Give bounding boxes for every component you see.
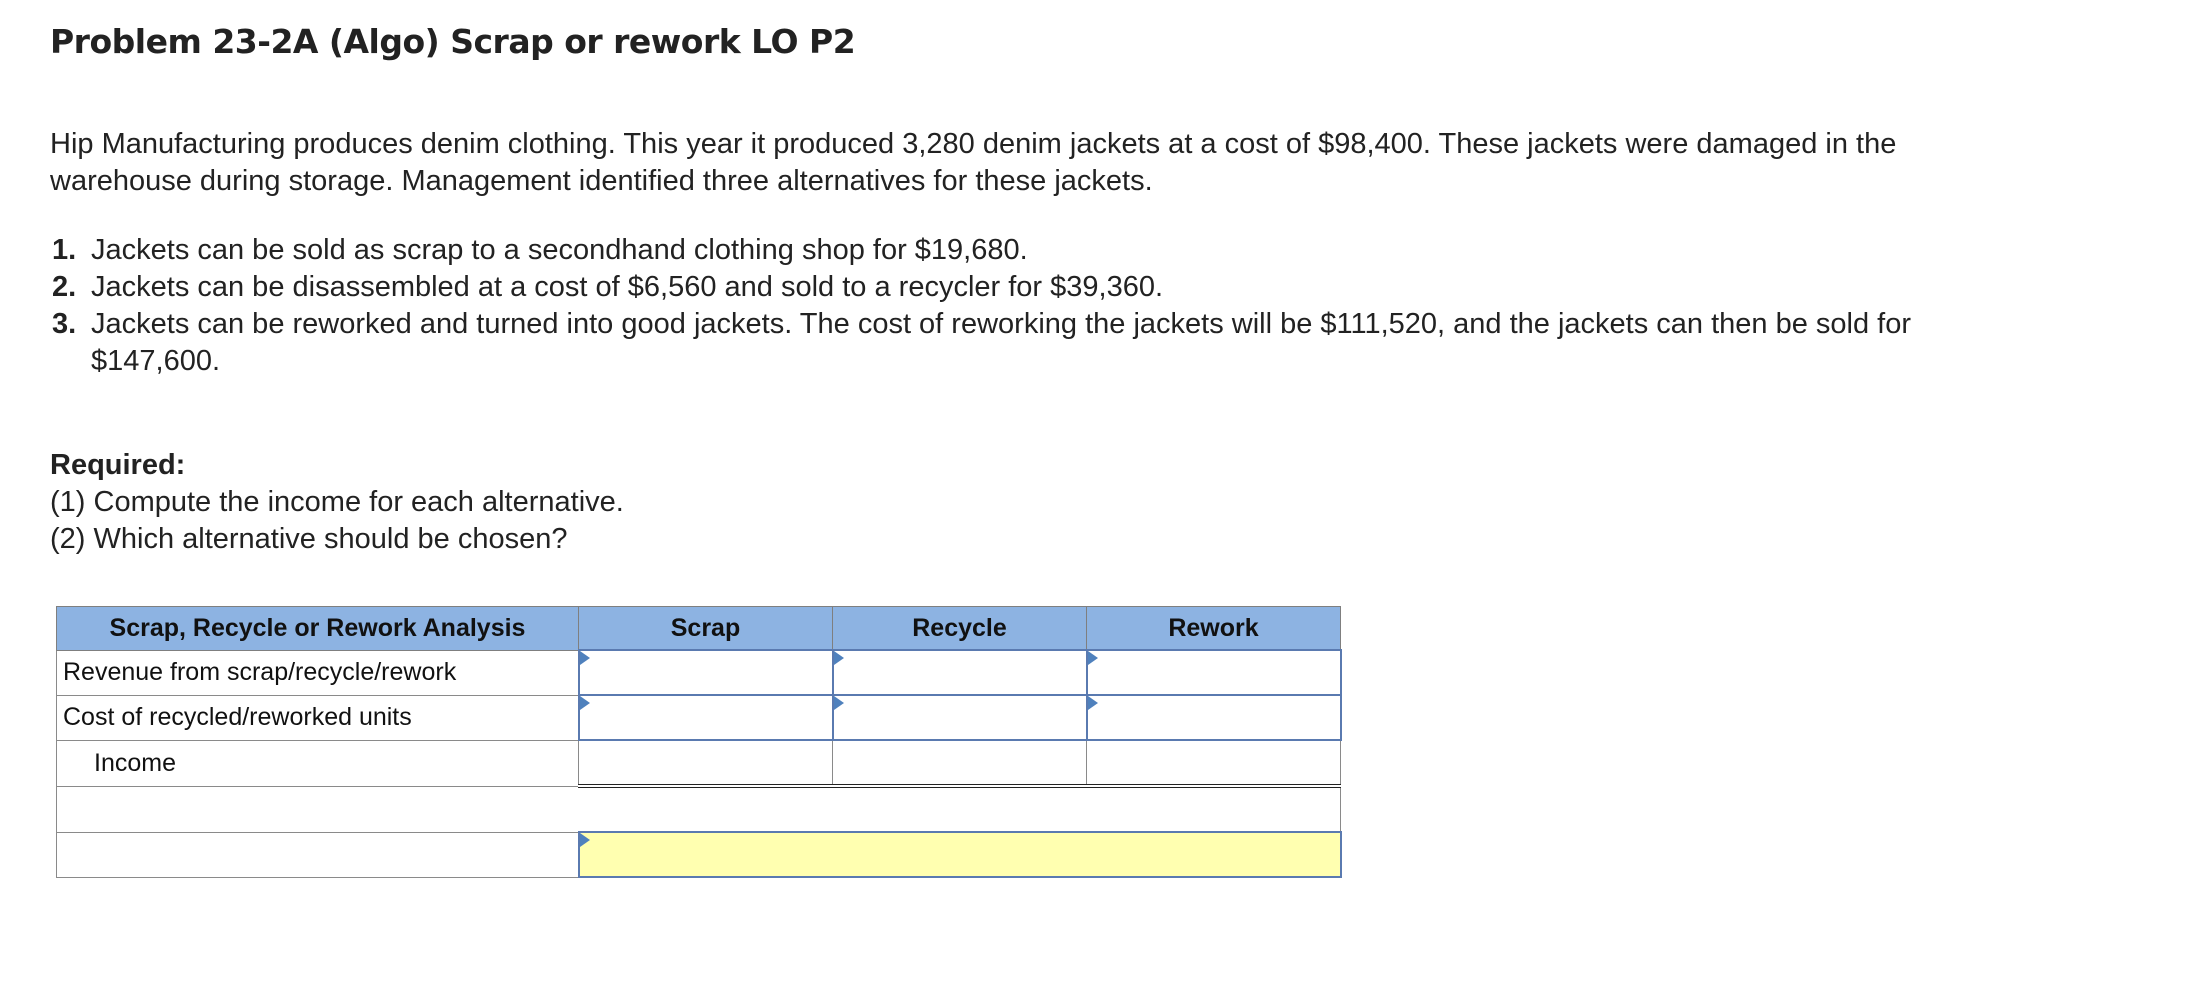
problem-title: Problem 23-2A (Algo) Scrap or rework LO P2 [50,22,856,61]
input-marker-icon [580,696,590,710]
input-marker-icon [1088,696,1098,710]
required-item-2: (2) Which alternative should be chosen? [50,523,568,555]
income-scrap-cell [579,740,833,786]
table-row [57,740,1341,786]
table-header-row [57,607,1341,651]
table-row [57,650,1341,695]
alternative-item [50,306,1950,380]
cost-scrap-input[interactable] [579,695,833,740]
alternative-item [50,232,1950,269]
header-recycle: Recycle [833,607,1087,651]
cost-recycle-input[interactable] [833,695,1087,740]
alternatives-list [50,232,1950,380]
input-marker-icon [834,651,844,665]
row-label-cost: Cost of recycled/reworked units [57,695,579,740]
alternative-text: Jackets can be sold as scrap to a secondhand clothing shop for $19,680. [91,234,1028,266]
row-label-income: Income [57,740,579,786]
income-rework-cell [1087,740,1341,786]
input-marker-icon [580,833,590,847]
table-row [57,695,1341,740]
table-row-answer [57,832,1341,877]
alternative-text: Jackets can be disassembled at a cost of $6,560 and sold to a recycler for $39,360. [91,271,1164,303]
blank-cell [57,786,1341,832]
alternative-text: Jackets can be reworked and turned into good jackets. The cost of reworking the jackets will be $111,520, and the jackets can then be sold for $147,600. [91,308,1912,377]
alternative-choice-dropdown[interactable] [579,832,1341,877]
input-marker-icon [580,651,590,665]
row-label-revenue: Revenue from scrap/recycle/rework [57,650,579,695]
revenue-recycle-input[interactable] [833,650,1087,695]
required-item-1: (1) Compute the income for each alternative. [50,486,624,518]
problem-intro: Hip Manufacturing produces denim clothing. This year it produced 3,280 denim jackets at a cost of $98,400. These jackets were damaged in the warehouse during storage. Management identified three alternatives for these jackets. [50,128,1897,197]
input-marker-icon [1088,651,1098,665]
alternative-number: 2. [52,271,77,303]
revenue-rework-input[interactable] [1087,650,1341,695]
header-scrap: Scrap [579,607,833,651]
alternative-number: 3. [52,308,77,340]
header-analysis: Scrap, Recycle or Rework Analysis [57,607,579,651]
revenue-scrap-input[interactable] [579,650,833,695]
alternative-item [50,269,1950,306]
input-marker-icon [834,696,844,710]
cost-rework-input[interactable] [1087,695,1341,740]
table-row-blank [57,786,1341,832]
required-heading: Required: [50,449,186,481]
income-recycle-cell [833,740,1087,786]
answer-label-cell [57,832,579,877]
required-section [50,447,624,558]
header-rework: Rework [1087,607,1341,651]
analysis-table [56,606,1342,878]
alternative-number: 1. [52,234,77,266]
